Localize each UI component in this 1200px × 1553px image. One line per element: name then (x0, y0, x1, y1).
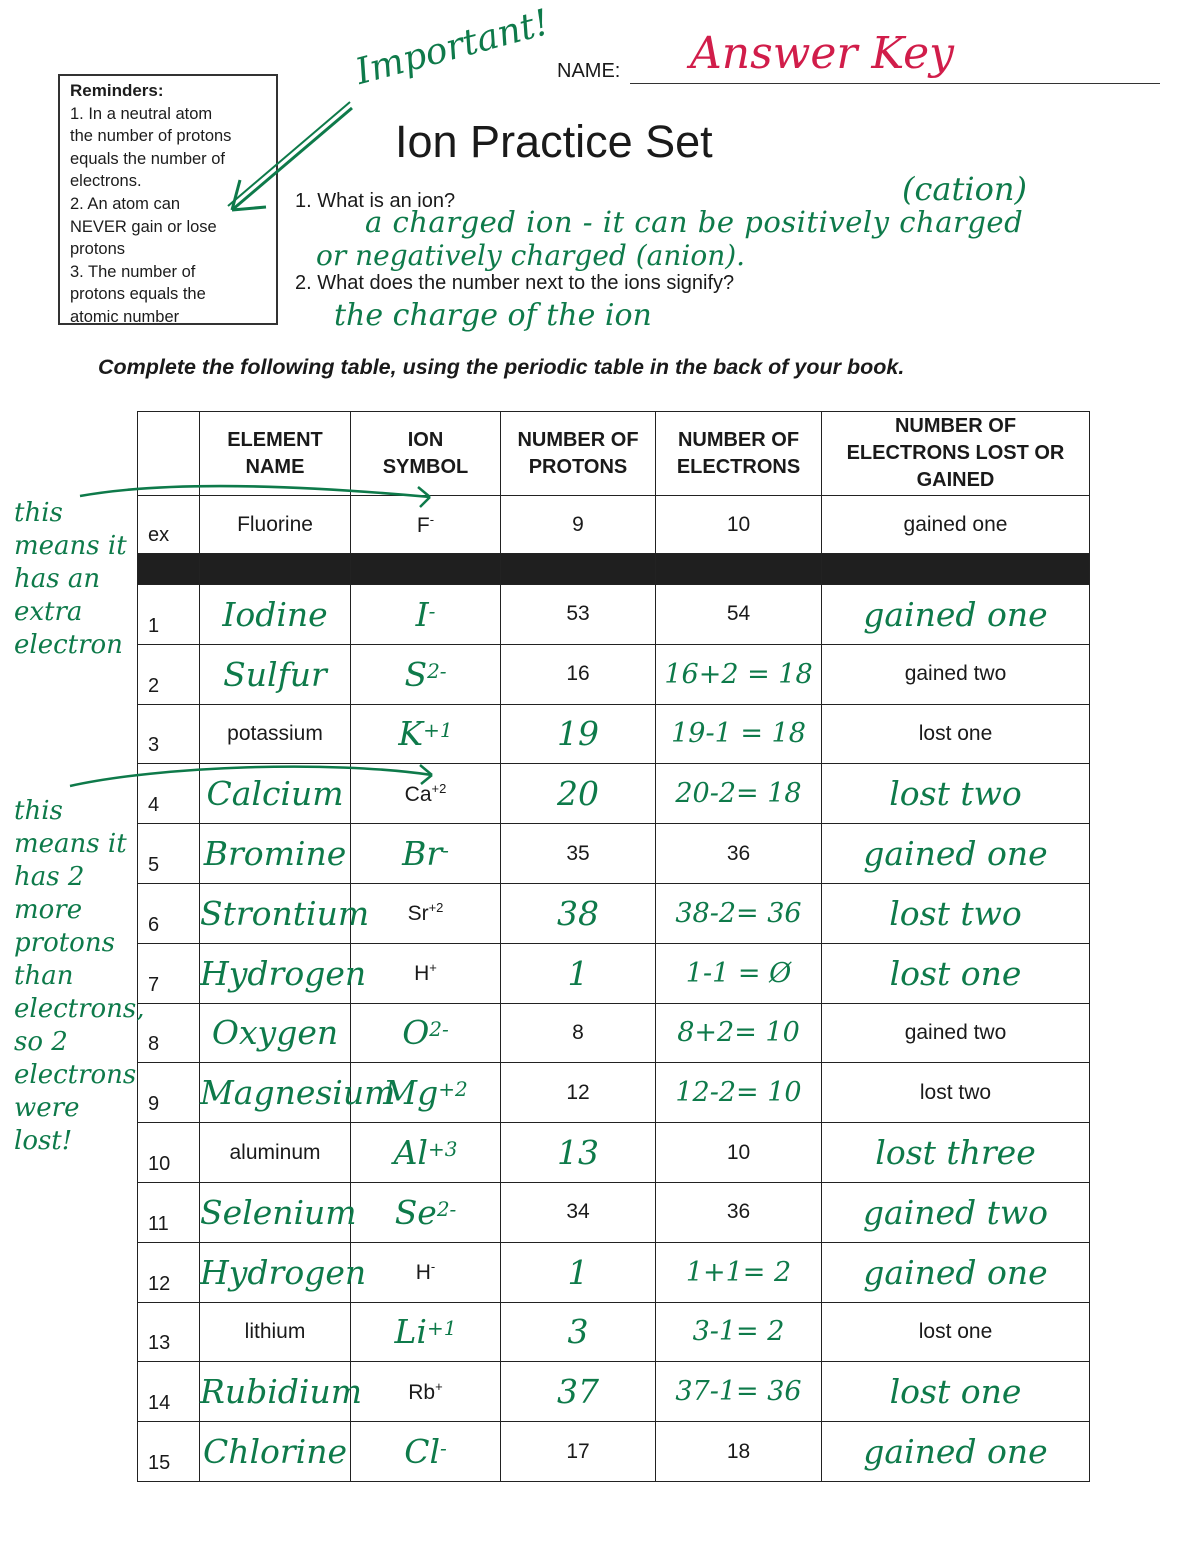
table-row (138, 644, 1090, 704)
cell-change (822, 1003, 1090, 1063)
ion-symbol-text: H (415, 1261, 431, 1285)
ion-charge: 2- (429, 1017, 449, 1042)
table-row (138, 1003, 1090, 1063)
electrons-text: 8+2= 10 (677, 1017, 800, 1049)
cell-ion-symbol (351, 704, 501, 764)
ion-charge: +1 (423, 718, 453, 743)
table-row (138, 1302, 1090, 1362)
reminder-line: 3. The number of (70, 262, 196, 281)
reminder-line: equals the number of (70, 149, 226, 168)
ion-symbol-text: S (404, 654, 428, 694)
protons-text: 20 (557, 774, 599, 814)
cell-change (822, 644, 1090, 704)
cell-protons (501, 1362, 656, 1422)
row-number: 12 (138, 1242, 200, 1302)
ion-charge: 2- (436, 1196, 457, 1221)
cell-electrons (656, 1302, 822, 1362)
row-number: ex (138, 496, 200, 554)
row-number: 3 (138, 704, 200, 764)
cell-change (822, 704, 1090, 764)
cell-protons (501, 644, 656, 704)
reminder-line: 2. An atom can (70, 194, 181, 213)
change-text: lost two (919, 1080, 992, 1104)
cell-element-name (200, 943, 367, 1003)
table-row (138, 764, 1090, 824)
table-row (138, 943, 1090, 1003)
cell-electrons (656, 1182, 822, 1242)
cell-protons (501, 585, 656, 645)
answer-1-line-2: or negatively charged (anion). (316, 239, 746, 272)
element-text: Chlorine (202, 1432, 348, 1472)
cell-protons (501, 704, 656, 764)
ion-symbol-text: F (416, 513, 430, 537)
header-number (138, 412, 200, 496)
row-number: 14 (138, 1362, 200, 1422)
ion-symbol-text: I (415, 594, 429, 634)
cell-ion-symbol (351, 585, 501, 645)
cell-electrons (656, 644, 822, 704)
cell-element-name (200, 1362, 363, 1422)
cell-ion-symbol (351, 1242, 501, 1302)
table-divider-bar (138, 554, 1090, 585)
element-text: Iodine (222, 594, 328, 634)
row-number: 8 (138, 1003, 200, 1063)
cell-ion-symbol (351, 883, 501, 943)
cell-protons (501, 943, 656, 1003)
ion-charge: - (429, 511, 435, 527)
ion-charge: +2 (431, 780, 447, 796)
table-header-row (138, 412, 1090, 496)
element-text: Magnesium (200, 1073, 396, 1113)
cell-ion-symbol (351, 644, 501, 704)
row-number: 1 (138, 585, 200, 645)
electrons-text: 10 (726, 1140, 751, 1164)
cell-ion-symbol (351, 1063, 501, 1123)
table-row (138, 585, 1090, 645)
cell-protons (501, 824, 656, 884)
cell-protons (501, 1003, 656, 1063)
change-text: lost one (918, 1319, 993, 1343)
cell-ion-symbol (351, 764, 501, 824)
row-number: 6 (138, 883, 200, 943)
cell-protons (501, 764, 656, 824)
table-row (138, 824, 1090, 884)
cell-electrons (656, 1003, 822, 1063)
ion-symbol-text: Rb (408, 1380, 436, 1404)
cell-change (822, 1362, 1090, 1422)
change-text: lost one (918, 721, 993, 745)
cell-change (822, 1063, 1090, 1123)
protons-text: 13 (557, 1133, 599, 1173)
cell-change (822, 883, 1090, 943)
element-text: Calcium (206, 774, 344, 814)
electrons-text: 36 (726, 1200, 751, 1224)
name-value: Answer Key (690, 28, 954, 79)
element-text: potassium (227, 721, 323, 745)
element-text: Sulfur (223, 654, 327, 694)
electrons-text: 12-2= 10 (675, 1077, 802, 1109)
name-underline (630, 83, 1160, 84)
electrons-text: 38-2= 36 (675, 897, 802, 929)
important-note: Important! (351, 2, 554, 93)
ion-table (137, 411, 1090, 1482)
ion-charge: - (442, 838, 449, 863)
protons-text: 1 (567, 953, 589, 993)
cell-electrons (656, 1362, 822, 1422)
cell-protons (501, 496, 656, 554)
cell-element-name (200, 1063, 396, 1123)
cell-element-name (200, 1003, 351, 1063)
table-instructions: Complete the following table, using the periodic table in the back of your book. (98, 355, 905, 379)
ion-charge: 2- (427, 658, 447, 683)
protons-text: 12 (566, 1080, 590, 1104)
protons-text: 35 (566, 841, 590, 865)
change-text: gained one (903, 512, 1008, 536)
reminder-line: electrons. (70, 172, 142, 191)
element-text: Hydrogen (200, 1252, 367, 1292)
cell-electrons (656, 764, 822, 824)
ion-charge: +3 (427, 1137, 458, 1162)
ion-symbol-text: Se (394, 1192, 437, 1232)
header-element-name: ELEMENT NAME (200, 412, 351, 496)
cell-ion-symbol (351, 824, 501, 884)
protons-text: 1 (567, 1252, 589, 1292)
cell-protons (501, 1302, 656, 1362)
ion-charge: - (428, 598, 436, 623)
cell-protons (501, 1123, 656, 1183)
cell-change (822, 824, 1090, 884)
cell-electrons (656, 1422, 822, 1482)
row-number: 10 (138, 1123, 200, 1183)
electrons-text: 18 (726, 1439, 751, 1463)
change-text: gained one (863, 834, 1048, 874)
row-number: 11 (138, 1182, 200, 1242)
ion-symbol-text: Br (402, 834, 443, 874)
question-2: 2. What does the number next to the ions signify? (295, 272, 735, 294)
cell-change (822, 1182, 1090, 1242)
cell-ion-symbol (351, 1302, 501, 1362)
cell-change (822, 496, 1090, 554)
cell-element-name (200, 1182, 357, 1242)
electrons-text: 54 (726, 602, 751, 626)
reminders-title: Reminders: (70, 81, 164, 100)
element-text: Selenium (200, 1192, 357, 1232)
cell-ion-symbol (351, 1362, 501, 1422)
cell-ion-symbol (351, 1123, 501, 1183)
ion-symbol-text: Ca (404, 782, 432, 806)
cell-ion-symbol (351, 943, 501, 1003)
ion-symbol-text: Li (394, 1312, 427, 1352)
header-electrons-lost-gained: NUMBER OF ELECTRONS LOST OR GAINED (822, 412, 1090, 496)
divider-cell (822, 554, 1090, 585)
protons-text: 34 (566, 1200, 590, 1224)
row-number: 5 (138, 824, 200, 884)
protons-text: 3 (567, 1312, 589, 1352)
ion-charge: + (429, 960, 437, 976)
element-text: Bromine (203, 834, 347, 874)
table-row (138, 1123, 1090, 1183)
cell-element-name (200, 704, 351, 764)
cation-note: (cation) (902, 170, 1027, 208)
cell-element-name (200, 1242, 367, 1302)
row-number: 9 (138, 1063, 200, 1123)
change-text: lost one (889, 953, 1022, 993)
cell-change (822, 943, 1090, 1003)
protons-text: 19 (557, 714, 599, 754)
cell-protons (501, 1182, 656, 1242)
table-row (138, 1063, 1090, 1123)
cell-element-name (200, 883, 370, 943)
cell-ion-symbol (351, 496, 501, 554)
margin-note-more-protons: this means it has 2 more protons than electrons, so 2 electrons were lost! (14, 796, 145, 1156)
ion-charge: +2 (428, 900, 444, 916)
protons-text: 37 (557, 1372, 599, 1412)
cell-change (822, 1242, 1090, 1302)
ion-symbol-text: Cl (404, 1432, 441, 1472)
cell-electrons (656, 883, 822, 943)
protons-text: 16 (566, 662, 590, 686)
ion-charge: - (430, 1259, 436, 1275)
ion-charge: +1 (426, 1316, 457, 1341)
cell-electrons (656, 585, 822, 645)
electrons-text: 1+1= 2 (685, 1256, 792, 1288)
change-text: lost two (889, 774, 1022, 814)
reminder-line: 1. In a neutral atom (70, 104, 213, 123)
cell-element-name (200, 1302, 351, 1362)
divider-cell (200, 554, 351, 585)
electrons-text: 19-1 = 18 (671, 718, 806, 750)
electrons-text: 36 (726, 841, 751, 865)
cell-change (822, 585, 1090, 645)
protons-text: 17 (566, 1439, 590, 1463)
cell-element-name (200, 1422, 351, 1482)
row-number: 4 (138, 764, 200, 824)
protons-text: 8 (572, 1020, 584, 1044)
reminder-line: the number of protons (70, 127, 232, 146)
cell-change (822, 1302, 1090, 1362)
change-text: lost three (875, 1133, 1036, 1173)
change-text: gained two (862, 1192, 1049, 1232)
cell-electrons (656, 704, 822, 764)
cell-element-name (200, 824, 351, 884)
reminder-line: protons (70, 240, 126, 259)
ion-symbol-text: Al (393, 1133, 428, 1173)
cell-element-name (200, 644, 351, 704)
change-text: gained two (904, 662, 1007, 686)
protons-text: 9 (572, 512, 584, 536)
divider-cell (501, 554, 656, 585)
answer-2: the charge of the ion (334, 298, 652, 333)
ion-charge: +2 (438, 1077, 468, 1102)
cell-electrons (656, 943, 822, 1003)
cell-electrons (656, 496, 822, 554)
reminder-line: NEVER gain or lose (70, 217, 217, 236)
electrons-text: 16+2 = 18 (664, 658, 813, 690)
reminders-box (58, 74, 278, 325)
table-row (138, 1422, 1090, 1482)
ion-symbol-text: Mg (383, 1073, 439, 1113)
divider-cell (656, 554, 822, 585)
cell-ion-symbol (351, 1422, 501, 1482)
cell-element-name (200, 1123, 351, 1183)
table-row (138, 704, 1090, 764)
cell-change (822, 1422, 1090, 1482)
element-text: Oxygen (211, 1013, 339, 1053)
name-label: NAME: (557, 60, 621, 82)
electrons-text: 20-2= 18 (675, 778, 802, 810)
electrons-text: 37-1= 36 (675, 1376, 802, 1408)
cell-protons (501, 1242, 656, 1302)
element-text: Rubidium (200, 1372, 363, 1412)
cell-electrons (656, 1063, 822, 1123)
electrons-text: 10 (726, 512, 751, 536)
ion-symbol-text: O (402, 1013, 430, 1053)
element-text: Strontium (200, 893, 370, 933)
element-text: Fluorine (237, 512, 313, 536)
table-row-example (138, 496, 1090, 554)
ion-symbol-text: Sr (407, 902, 429, 926)
change-text: gained one (863, 594, 1048, 634)
answer-1-line-1: a charged ion - it can be positively charged (365, 205, 1024, 239)
page-title: Ion Practice Set (395, 116, 713, 167)
table-row (138, 1182, 1090, 1242)
change-text: gained one (863, 1252, 1048, 1292)
protons-text: 53 (566, 602, 590, 626)
row-number: 2 (138, 644, 200, 704)
element-text: Hydrogen (200, 953, 367, 993)
change-text: lost two (889, 893, 1022, 933)
cell-element-name (200, 585, 351, 645)
electrons-text: 1-1 = Ø (685, 957, 792, 989)
cell-electrons (656, 1242, 822, 1302)
element-text: aluminum (229, 1140, 321, 1164)
row-number: 13 (138, 1302, 200, 1362)
change-text: gained one (863, 1432, 1048, 1472)
reminder-line: atomic number (70, 307, 180, 326)
cell-protons (501, 883, 656, 943)
table-row (138, 1362, 1090, 1422)
cell-element-name (200, 496, 351, 554)
cell-protons (501, 1063, 656, 1123)
header-electrons: NUMBER OF ELECTRONS (656, 412, 822, 496)
margin-note-extra-electron: this means it has an extra electron (14, 498, 127, 660)
electrons-text: 3-1= 2 (692, 1316, 785, 1348)
row-number: 7 (138, 943, 200, 1003)
cell-element-name (200, 764, 351, 824)
element-text: lithium (244, 1319, 306, 1343)
change-text: lost one (889, 1372, 1022, 1412)
ion-symbol-text: H (414, 962, 430, 986)
divider-cell (351, 554, 501, 585)
cell-electrons (656, 1123, 822, 1183)
ion-charge: + (435, 1378, 443, 1394)
header-ion-symbol: ION SYMBOL (351, 412, 501, 496)
cell-change (822, 764, 1090, 824)
change-text: gained two (904, 1020, 1007, 1044)
cell-change (822, 1123, 1090, 1183)
table-row (138, 883, 1090, 943)
cell-protons (501, 1422, 656, 1482)
table-row (138, 1242, 1090, 1302)
protons-text: 38 (557, 893, 599, 933)
cell-ion-symbol (351, 1003, 501, 1063)
header-protons: NUMBER OF PROTONS (501, 412, 656, 496)
ion-charge: - (440, 1436, 447, 1461)
divider-cell (138, 554, 200, 585)
cell-ion-symbol (351, 1182, 501, 1242)
reminder-line: protons equals the (70, 285, 206, 304)
cell-electrons (656, 824, 822, 884)
question-1: 1. What is an ion? (295, 190, 456, 212)
ion-symbol-text: K (398, 714, 424, 754)
row-number: 15 (138, 1422, 200, 1482)
